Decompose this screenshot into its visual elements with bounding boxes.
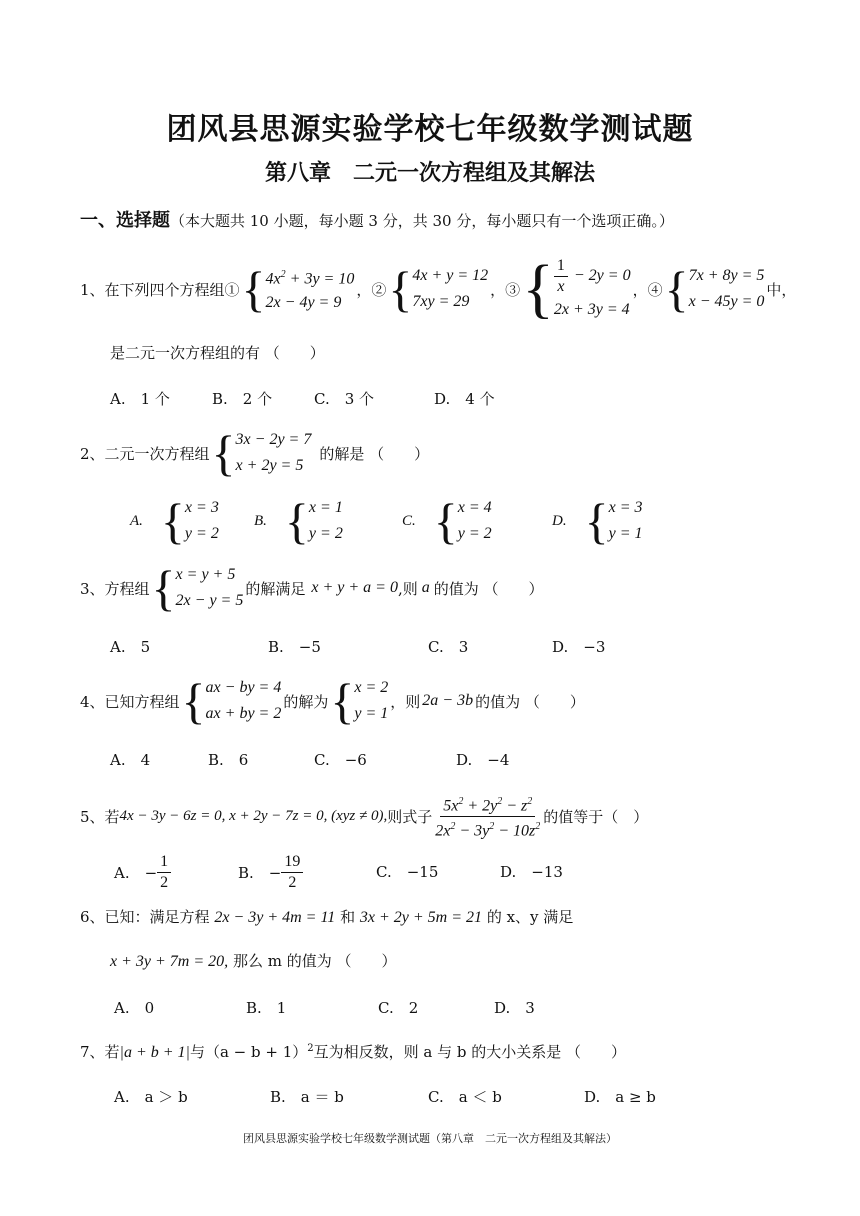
q5-option-b: B. − $\frac{19}{2}$ <box>238 852 303 893</box>
question-4 <box>80 673 585 729</box>
question-1 <box>80 252 797 325</box>
q2-option-d: D. { x = 3 y = 1 <box>552 493 643 549</box>
q5-conditions: 4x − 3y − 6z = 0, x + 2y − 7z = 0, (xyz ≠ 0), <box>119 808 388 825</box>
section-heading-label: 一、选择题 <box>80 210 170 231</box>
q2-option-a: A. { x = 3 y = 2 <box>130 493 219 549</box>
q6-equation-1: 2x − 3y + 4m = 11 <box>214 909 336 926</box>
q3-condition: x + y + a = 0 <box>311 579 398 596</box>
question-5 <box>80 792 648 842</box>
q1-option-d: D. 4 个 <box>434 390 495 408</box>
q2-option-b: B. { x = 1 y = 2 <box>254 493 343 549</box>
q7-option-b: B. a ＝ b <box>270 1088 344 1106</box>
section-note: （本大题共 10 小题，每小题 3 分，共 30 分，每小题只有一个选项正确。） <box>170 212 674 230</box>
q3-suffix-3: 的值为 （ ） <box>433 579 544 598</box>
q1-line-2: 是二元一次方程组的有 （ ） <box>110 344 325 362</box>
section-heading <box>80 206 674 232</box>
q3-variable: a <box>421 579 430 596</box>
q1-option-a: A. 1 个 <box>110 390 170 408</box>
q1-system-2: { 4x + y = 12 7xy = 29 <box>388 261 489 317</box>
q6-equation-3: x + 3y + 7m = 20, <box>110 953 229 970</box>
q4-expression: 2a − 3b <box>422 692 474 709</box>
q4-option-b: B. 6 <box>208 751 249 769</box>
q6-option-d: D. 3 <box>494 999 535 1017</box>
q5-fraction: $\frac{5x^2 + 2y^2 - z^2}{2x^2 - 3y^2 - 10z^2}$ <box>432 792 543 842</box>
q5-suffix: 的值等于（ ） <box>543 808 649 827</box>
q7-option-d: D. a ≥ b <box>584 1088 656 1106</box>
q4-option-c: C. −6 <box>314 751 367 769</box>
q1-sep-3: ，③ <box>490 280 521 299</box>
q1-sep-4: ，④ <box>632 280 663 299</box>
q4-mid: 的解为 <box>283 692 329 711</box>
question-6-line-2: x + 3y + 7m = 20, 那么 m 的值为 （ ） <box>110 952 397 970</box>
q5-option-c: C. −15 <box>376 863 439 881</box>
q1-suffix: 中， <box>766 280 797 299</box>
q1-system-1: { $4x^2 + 3y = 10$ 2x − 4y = 9 <box>241 260 355 317</box>
page-title: 团风县思源实验学校七年级数学测试题 <box>166 112 694 147</box>
question-6-line-1: 6、已知：满足方程 2x − 3y + 4m = 11 和 3x + 2y + 5m = 21 的 x、y 满足 <box>80 908 574 926</box>
q7-option-c: C. a ＜ b <box>428 1088 502 1106</box>
q3-option-a: A. 5 <box>110 638 151 656</box>
question-7: 7、若|a + b + 1|与$(a - b + 1)^2$互为相反数，则 a 与 b 的大小关系是 （ ） <box>80 1043 627 1061</box>
q7-option-a: A. a ＞ b <box>114 1088 188 1106</box>
q1-system-3: { $\frac{1}{x}$ − 2y = 0 2x + 3y = 4 <box>522 252 631 325</box>
q4-prefix: 4、已知方程组 <box>80 692 180 711</box>
question-3 <box>80 560 544 616</box>
q1-sep-2: ，② <box>356 280 387 299</box>
q4-system: { ax − by = 4 ax + by = 2 <box>181 673 282 729</box>
q2-option-c: C. { x = 4 y = 2 <box>402 493 492 549</box>
q6-option-c: C. 2 <box>378 999 419 1017</box>
q5-mid: 则式子 <box>387 808 433 827</box>
q2-prefix: 2、二元一次方程组 <box>80 444 210 463</box>
q3-option-b: B. −5 <box>268 638 321 656</box>
q3-option-d: D. −3 <box>552 638 606 656</box>
q7-absolute: |a + b + 1| <box>119 1044 190 1061</box>
q1-option-c: C. 3 个 <box>314 390 375 408</box>
q5-option-d: D. −13 <box>500 863 563 881</box>
q4-solution: { x = 2 y = 1 <box>330 673 389 729</box>
q3-prefix: 3、方程组 <box>80 579 150 598</box>
q3-option-c: C. 3 <box>428 638 469 656</box>
q4-suffix-2: 的值为 （ ） <box>475 692 585 711</box>
q6-option-b: B. 1 <box>246 999 287 1017</box>
page-footer: 团风县思源实验学校七年级数学测试题（第八章 二元一次方程组及其解法） <box>243 1132 617 1145</box>
q4-suffix: ，则 <box>390 692 421 711</box>
q1-option-b: B. 2 个 <box>212 390 273 408</box>
q5-option-a: A. − $\frac{1}{2}$ <box>114 852 171 893</box>
q2-suffix: 的解是 （ ） <box>319 444 430 463</box>
q1-system-4: { 7x + 8y = 5 x − 45y = 0 <box>664 261 765 317</box>
q4-option-d: D. −4 <box>456 751 510 769</box>
question-2 <box>80 425 430 481</box>
q4-option-a: A. 4 <box>110 751 151 769</box>
q3-system: { x = y + 5 2x − y = 5 <box>151 560 244 616</box>
chapter-subtitle: 第八章 二元一次方程组及其解法 <box>264 160 595 186</box>
q6-equation-2: 3x + 2y + 5m = 21 <box>359 909 483 926</box>
q2-system: { 3x − 2y = 7 x + 2y = 5 <box>211 425 312 481</box>
q3-suffix-2: ,则 <box>397 579 418 598</box>
q3-suffix: 的解满足 <box>245 579 306 598</box>
q1-prefix: 1、在下列四个方程组① <box>80 280 240 299</box>
q6-option-a: A. 0 <box>114 999 155 1017</box>
q5-prefix: 5、若 <box>80 808 120 827</box>
